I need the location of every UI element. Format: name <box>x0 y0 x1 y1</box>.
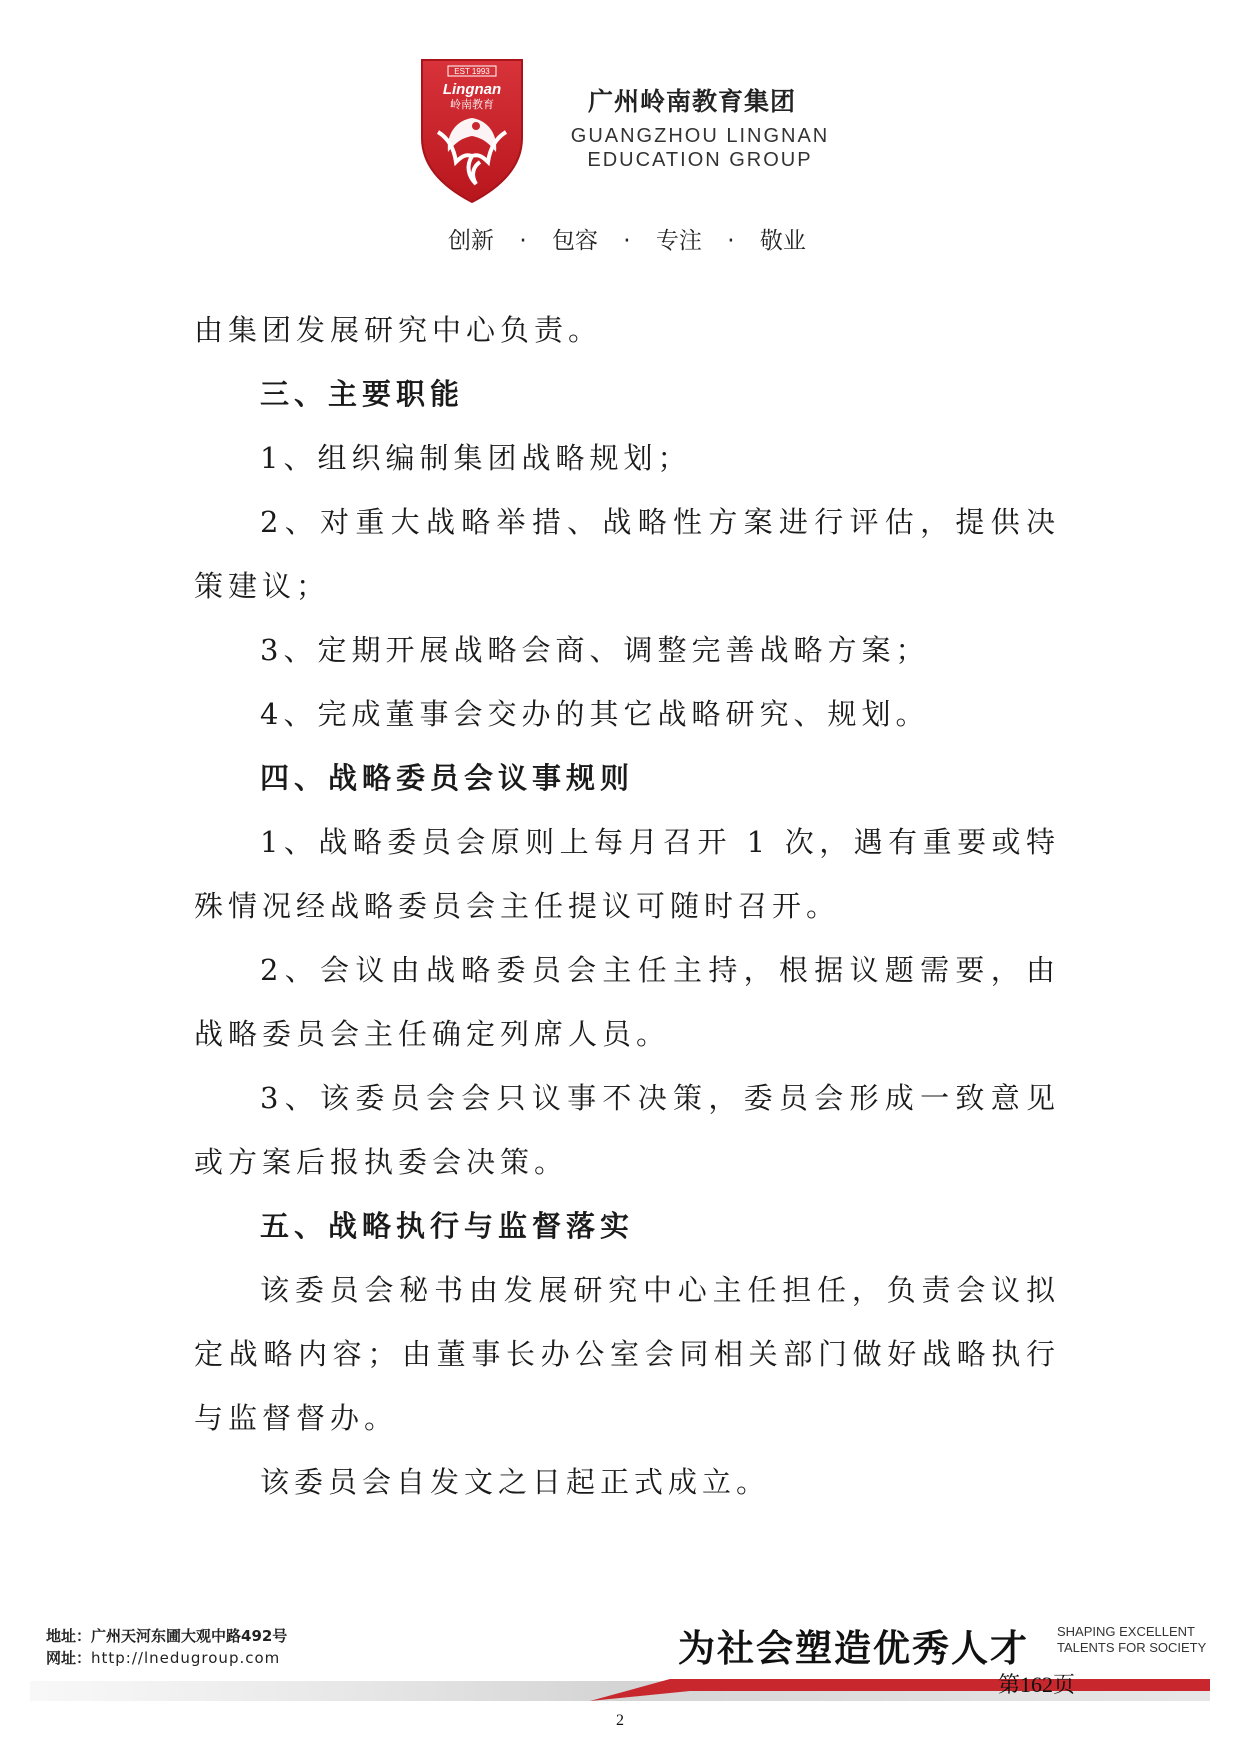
document-body <box>194 298 1060 1514</box>
motto-item: 创新 <box>448 228 494 254</box>
section-heading-5: 五、战略执行与监督落实 <box>260 1209 635 1243</box>
svg-text:EST 1993: EST 1993 <box>454 67 490 76</box>
motto-separator: · <box>727 228 735 254</box>
svg-text:Lingnan: Lingnan <box>442 81 502 98</box>
paragraph: 2、对重大战略举措、战略性方案进行评估，提供决策建议； <box>194 505 1060 603</box>
lingnan-logo <box>418 56 526 204</box>
section-heading-4: 四、战略委员会议事规则 <box>260 761 635 795</box>
motto-separator: · <box>623 228 631 254</box>
motto-item: 敬业 <box>759 228 806 254</box>
slogan-en-line1: SHAPING EXCELLENT <box>1057 1624 1195 1639</box>
footer-website-line <box>46 1647 287 1669</box>
footer-website-link[interactable]: http://lnedugroup.com <box>91 1649 281 1667</box>
motto-separator: · <box>519 228 527 254</box>
org-name-en-line1: GUANGZHOU LINGNAN <box>570 125 830 147</box>
paragraph: 1、战略委员会原则上每月召开 1 次，遇有重要或特殊情况经战略委员会主任提议可随时召开。 <box>194 825 1060 923</box>
slogan-en-line2: TALENTS FOR SOCIETY <box>1057 1640 1207 1655</box>
org-name-en-line2: EDUCATION GROUP <box>587 149 813 171</box>
paragraph: 2、会议由战略委员会主任主持，根据议题需要，由战略委员会主任确定列席人员。 <box>194 953 1060 1051</box>
slogan-en <box>1057 1624 1206 1656</box>
footer-website-label: 网址： <box>46 1649 92 1667</box>
paragraph: 由集团发展研究中心负责。 <box>194 313 603 347</box>
section-heading-3: 三、主要职能 <box>260 377 465 411</box>
paragraph: 该委员会自发文之日起正式成立。 <box>260 1465 771 1499</box>
motto-item: 专注 <box>655 228 702 254</box>
page-number: 2 <box>616 1712 624 1729</box>
org-name-cn: 广州岭南教育集团 <box>588 87 797 116</box>
slogan-cn: 为社会塑造优秀人才 <box>678 1626 1029 1670</box>
footer-contact <box>46 1625 287 1669</box>
org-name-block <box>555 82 845 172</box>
paragraph: 该委员会秘书由发展研究中心主任担任，负责会议拟定战略内容；由董事长办公室会同相关部门做好战略执行与监督督办。 <box>194 1273 1060 1435</box>
motto-item: 包容 <box>551 228 598 254</box>
paragraph: 1、组织编制集团战略规划； <box>260 441 692 475</box>
page-label: 第162页 <box>998 1672 1076 1697</box>
svg-text:岭南教育: 岭南教育 <box>450 98 494 111</box>
motto <box>448 222 806 255</box>
paragraph: 3、定期开展战略会商、调整完善战略方案； <box>260 633 930 667</box>
paragraph: 4、完成董事会交办的其它战略研究、规划。 <box>260 697 930 731</box>
paragraph: 3、该委员会会只议事不决策，委员会形成一致意见或方案后报执委会决策。 <box>194 1081 1060 1179</box>
footer-address: 地址：广州天河东圃大观中路492号 <box>46 1627 288 1645</box>
